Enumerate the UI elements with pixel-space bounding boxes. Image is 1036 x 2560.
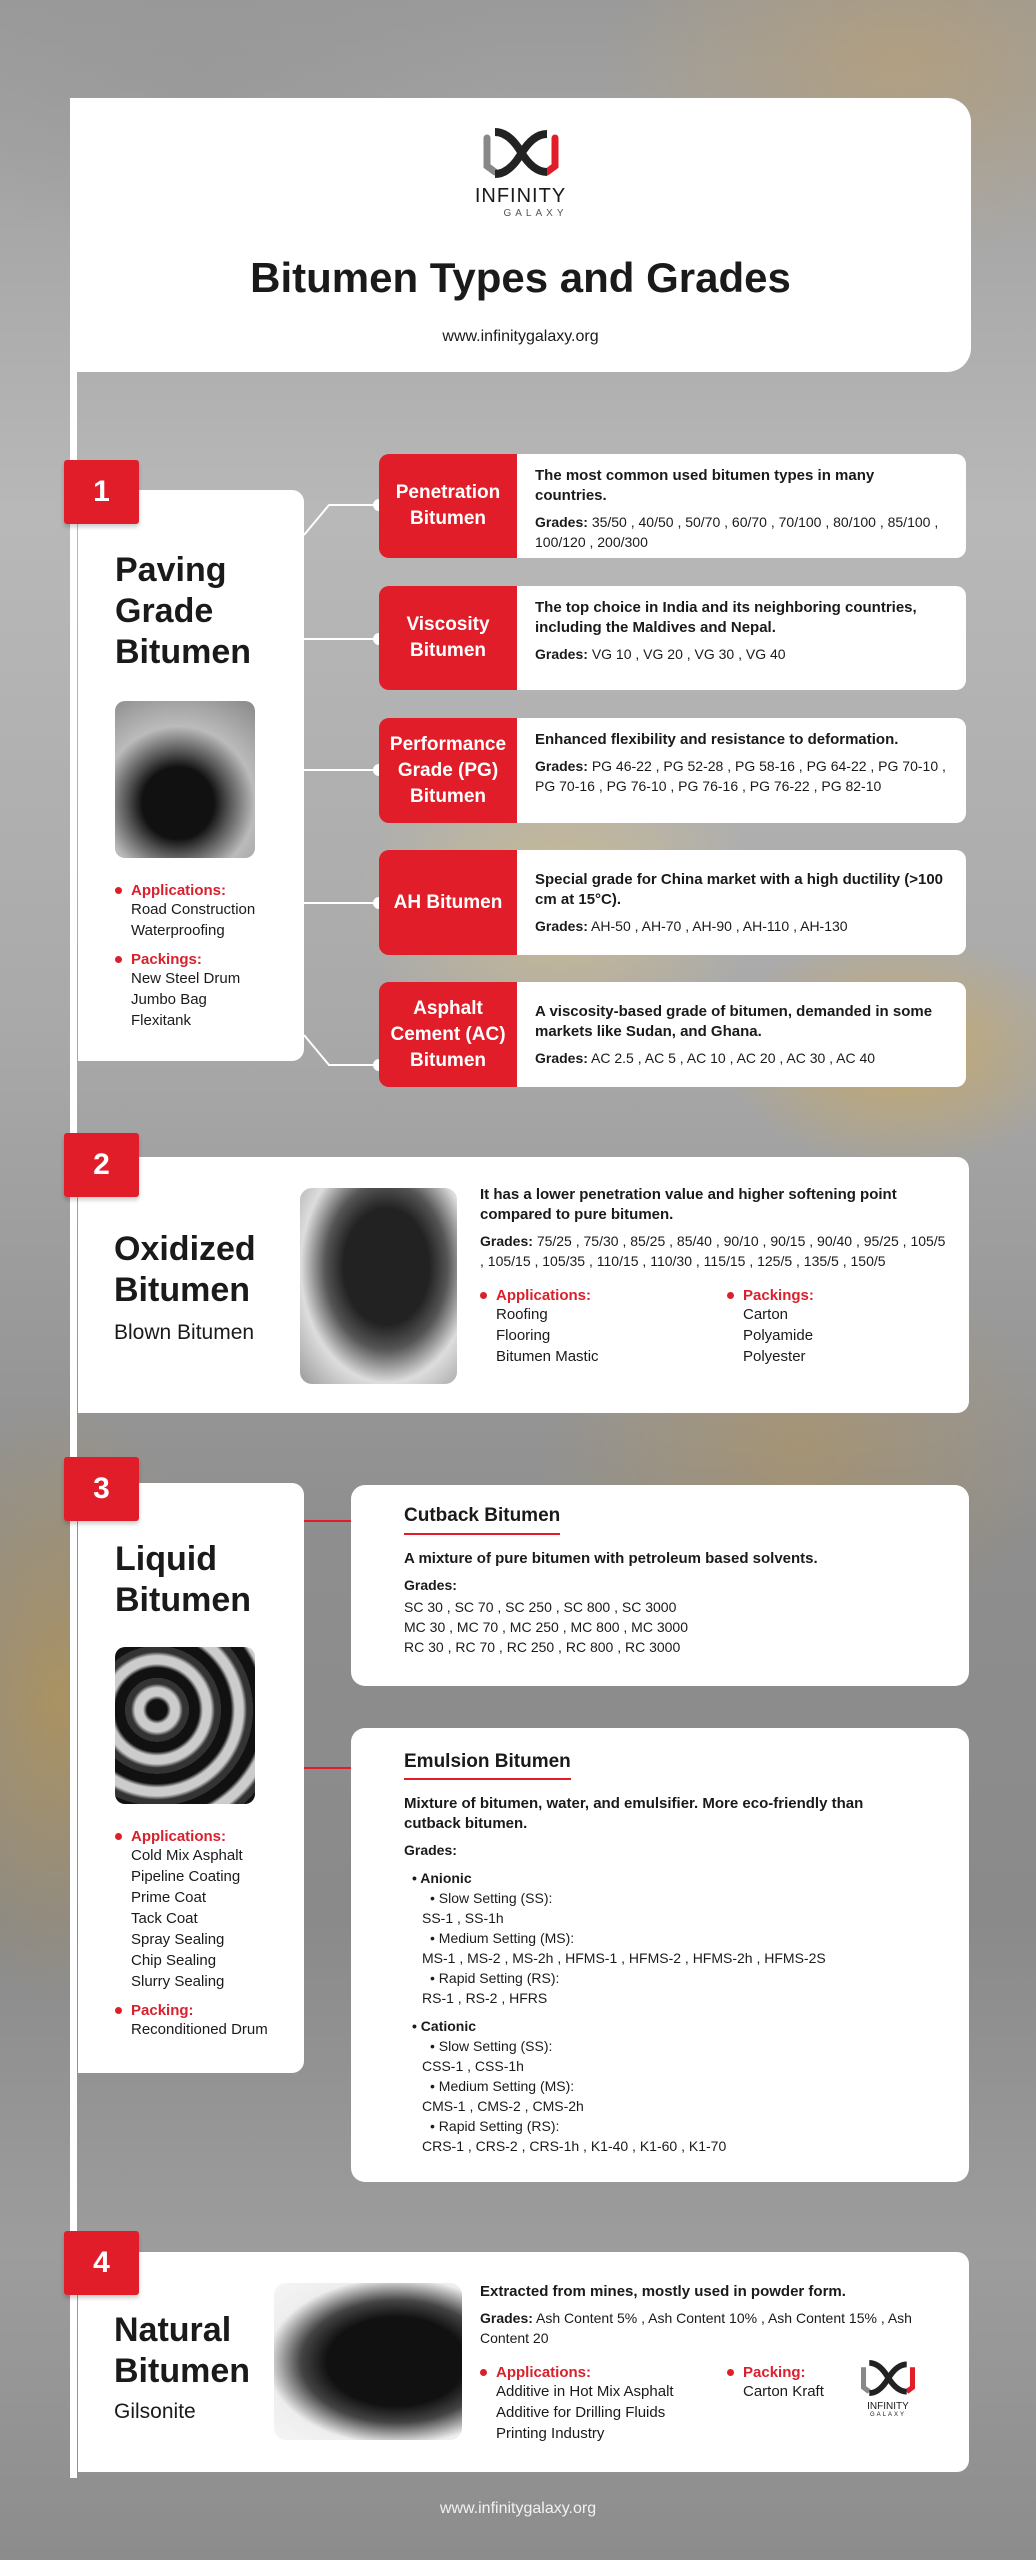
setting-values: MS-1 , MS-2 , MS-2h , HFMS-1 , HFMS-2 , HFMS-2h , HFMS-2S xyxy=(422,1950,826,1966)
grades-values: Ash Content 5% , Ash Content 10% , Ash Content 15% , Ash Content 20 xyxy=(480,2310,912,2346)
footer-url[interactable]: www.infinitygalaxy.org xyxy=(439,2500,597,2517)
list-item: Polyester xyxy=(743,1348,806,1365)
section-title: Natural Bitumen xyxy=(114,2311,250,2390)
small-logo xyxy=(859,2360,917,2418)
list-item: Flooring xyxy=(496,1327,551,1344)
grades-values: VG 10 , VG 20 , VG 30 , VG 40 xyxy=(591,646,786,662)
type-desc: The top choice in India and its neighboring countries, including the Maldives and Nepal. xyxy=(535,599,917,636)
natural-photo xyxy=(274,2283,462,2440)
group-name: • Cationic xyxy=(412,2018,477,2034)
logo xyxy=(70,128,971,219)
natural-card xyxy=(78,2252,969,2472)
oxidized-desc: It has a lower penetration value and higher softening point compared to pure bitumen. xyxy=(480,1186,897,1223)
grades-label: Grades: xyxy=(404,1842,457,1858)
setting-label: • Slow Setting (SS): xyxy=(430,2038,553,2054)
grades-row: RC 30 , RC 70 , RC 250 , RC 800 , RC 3000 xyxy=(404,1639,681,1655)
cutback-title: Cutback Bitumen xyxy=(404,1505,560,1535)
cutback-card xyxy=(351,1485,969,1686)
grades-values: 75/25 , 75/30 , 85/25 , 85/40 , 90/10 , 90/15 , 90/40 , 95/25 , 105/5 , 105/15 , 105/35 , 110/15 , 110/30 , 115/15 , 125/5 , 135/5 , 150/5 xyxy=(480,1233,946,1269)
list-item: Carton xyxy=(743,1306,789,1323)
grades-values: 35/50 , 40/50 , 50/70 , 60/70 , 70/100 , 80/100 , 85/100 , 100/120 , 200/300 xyxy=(535,514,939,550)
infinity-logo-icon xyxy=(859,2360,917,2396)
list-item: Additive in Hot Mix Asphalt xyxy=(496,2383,674,2400)
packing-label: Packing: xyxy=(115,2002,304,2019)
timeline-line xyxy=(70,98,77,2478)
setting-label: • Medium Setting (MS): xyxy=(430,2078,575,2094)
packing-label: Packing: xyxy=(727,2364,824,2381)
setting-label: • Rapid Setting (RS): xyxy=(430,2118,560,2134)
section-badge: 1 xyxy=(64,460,139,524)
section-badge: 4 xyxy=(64,2231,139,2295)
setting-values: RS-1 , RS-2 , HFRS xyxy=(422,1990,548,2006)
infinity-logo-icon xyxy=(481,128,561,178)
cutback-desc: A mixture of pure bitumen with petroleum based solvents. xyxy=(404,1550,818,1567)
type-name: Viscosity Bitumen xyxy=(379,586,517,690)
type-desc: Enhanced flexibility and resistance to deformation. xyxy=(535,731,899,748)
section-badge: 2 xyxy=(64,1133,139,1197)
type-name: Penetration Bitumen xyxy=(379,454,517,558)
list-item: Printing Industry xyxy=(496,2425,605,2442)
type-desc: Special grade for China market with a high ductility (>100 cm at 15°C). xyxy=(535,871,944,908)
setting-values: CRS-1 , CRS-2 , CRS-1h , K1-40 , K1-60 , K1-70 xyxy=(422,2138,727,2154)
packings-label: Packings: xyxy=(727,1287,814,1304)
grades-label: Grades: xyxy=(480,1233,533,1249)
list-item: Cold Mix Asphalt xyxy=(131,1847,243,1864)
grades-label: Grades: xyxy=(480,2310,533,2326)
page-title: Bitumen Types and Grades xyxy=(250,254,791,301)
list-item: Reconditioned Drum xyxy=(131,2021,268,2038)
list-item: Road Construction xyxy=(131,901,256,918)
grades-label: Grades: xyxy=(535,918,588,934)
setting-values: SS-1 , SS-1h xyxy=(422,1910,504,1926)
grades-label: Grades: xyxy=(535,758,588,774)
list-item: Bitumen Mastic xyxy=(496,1348,599,1365)
paving-card xyxy=(78,490,304,1061)
header-card xyxy=(70,98,971,372)
grades-label: Grades: xyxy=(535,1050,588,1066)
liquid-photo xyxy=(115,1647,255,1804)
setting-label: • Medium Setting (MS): xyxy=(430,1930,575,1946)
list-item: Waterproofing xyxy=(131,922,225,939)
type-desc: The most common used bitumen types in many countries. xyxy=(535,467,875,504)
type-name: AH Bitumen xyxy=(379,850,517,955)
brand-name: INFINITY xyxy=(474,185,567,207)
applications-label: Applications: xyxy=(480,1287,727,1304)
section-title: Oxidized Bitumen xyxy=(114,1230,256,1309)
section-subtitle: Blown Bitumen xyxy=(114,1321,255,1344)
emulsion-card xyxy=(351,1728,969,2182)
grades-row: SC 30 , SC 70 , SC 250 , SC 800 , SC 3000 xyxy=(404,1599,677,1615)
grades-values: PG 46-22 , PG 52-28 , PG 58-16 , PG 64-22 , PG 70-10 , PG 70-16 , PG 76-10 , PG 76-16 , PG 76-22 , PG 82-10 xyxy=(535,758,946,794)
applications-label: Applications: xyxy=(480,2364,727,2381)
type-desc: A viscosity-based grade of bitumen, demanded in some markets like Sudan, and Ghana. xyxy=(535,1003,933,1040)
list-item: New Steel Drum xyxy=(131,970,241,987)
list-item: Prime Coat xyxy=(131,1889,207,1906)
group-name: • Anionic xyxy=(412,1870,472,1886)
list-item: Carton Kraft xyxy=(743,2383,824,2400)
applications-label: Applications: xyxy=(115,882,304,899)
oxidized-card xyxy=(78,1157,969,1413)
brand-sub: GALAXY xyxy=(869,2412,906,2418)
oxidized-photo xyxy=(300,1188,457,1384)
liquid-card xyxy=(78,1483,304,2073)
grades-label: Grades: xyxy=(535,514,588,530)
grades-row: MC 30 , MC 70 , MC 250 , MC 800 , MC 3000 xyxy=(404,1619,688,1635)
grades-label: Grades: xyxy=(404,1577,457,1593)
paving-photo xyxy=(115,701,255,858)
brand-name: INFINITY xyxy=(867,2401,909,2412)
grades-label: Grades: xyxy=(535,646,588,662)
packings-label: Packings: xyxy=(115,951,304,968)
setting-values: CSS-1 , CSS-1h xyxy=(422,2058,524,2074)
emulsion-desc: Mixture of bitumen, water, and emulsifier. More eco-friendly than cutback bitumen. xyxy=(404,1795,864,1832)
applications-label: Applications: xyxy=(115,1828,304,1845)
list-item: Additive for Drilling Fluids xyxy=(496,2404,666,2421)
list-item: Pipeline Coating xyxy=(131,1868,241,1885)
type-name: Asphalt Cement (AC) Bitumen xyxy=(379,982,517,1087)
type-name: Performance Grade (PG) Bitumen xyxy=(379,718,517,823)
brand-sub: GALAXY xyxy=(503,208,568,219)
list-item: Tack Coat xyxy=(131,1910,198,1927)
header-url[interactable]: www.infinitygalaxy.org xyxy=(442,328,599,345)
list-item: Spray Sealing xyxy=(131,1931,225,1948)
list-item: Jumbo Bag xyxy=(131,991,207,1008)
list-item: Slurry Sealing xyxy=(131,1973,225,1990)
list-item: Chip Sealing xyxy=(131,1952,217,1969)
section-title: Liquid Bitumen xyxy=(115,1540,251,1619)
section-subtitle: Gilsonite xyxy=(114,2400,196,2423)
natural-desc: Extracted from mines, mostly used in powder form. xyxy=(480,2283,846,2300)
list-item: Roofing xyxy=(496,1306,548,1323)
section-badge: 3 xyxy=(64,1457,139,1521)
setting-label: • Slow Setting (SS): xyxy=(430,1890,553,1906)
list-item: Flexitank xyxy=(131,1012,192,1029)
grades-values: AH-50 , AH-70 , AH-90 , AH-110 , AH-130 xyxy=(591,918,848,934)
section-title: Paving Grade Bitumen xyxy=(115,551,251,671)
emulsion-title: Emulsion Bitumen xyxy=(404,1752,571,1780)
list-item: Polyamide xyxy=(743,1327,814,1344)
connector-lines xyxy=(304,440,384,1100)
setting-label: • Rapid Setting (RS): xyxy=(430,1970,560,1986)
setting-values: CMS-1 , CMS-2 , CMS-2h xyxy=(422,2098,584,2114)
grades-values: AC 2.5 , AC 5 , AC 10 , AC 20 , AC 30 , AC 40 xyxy=(591,1050,876,1066)
